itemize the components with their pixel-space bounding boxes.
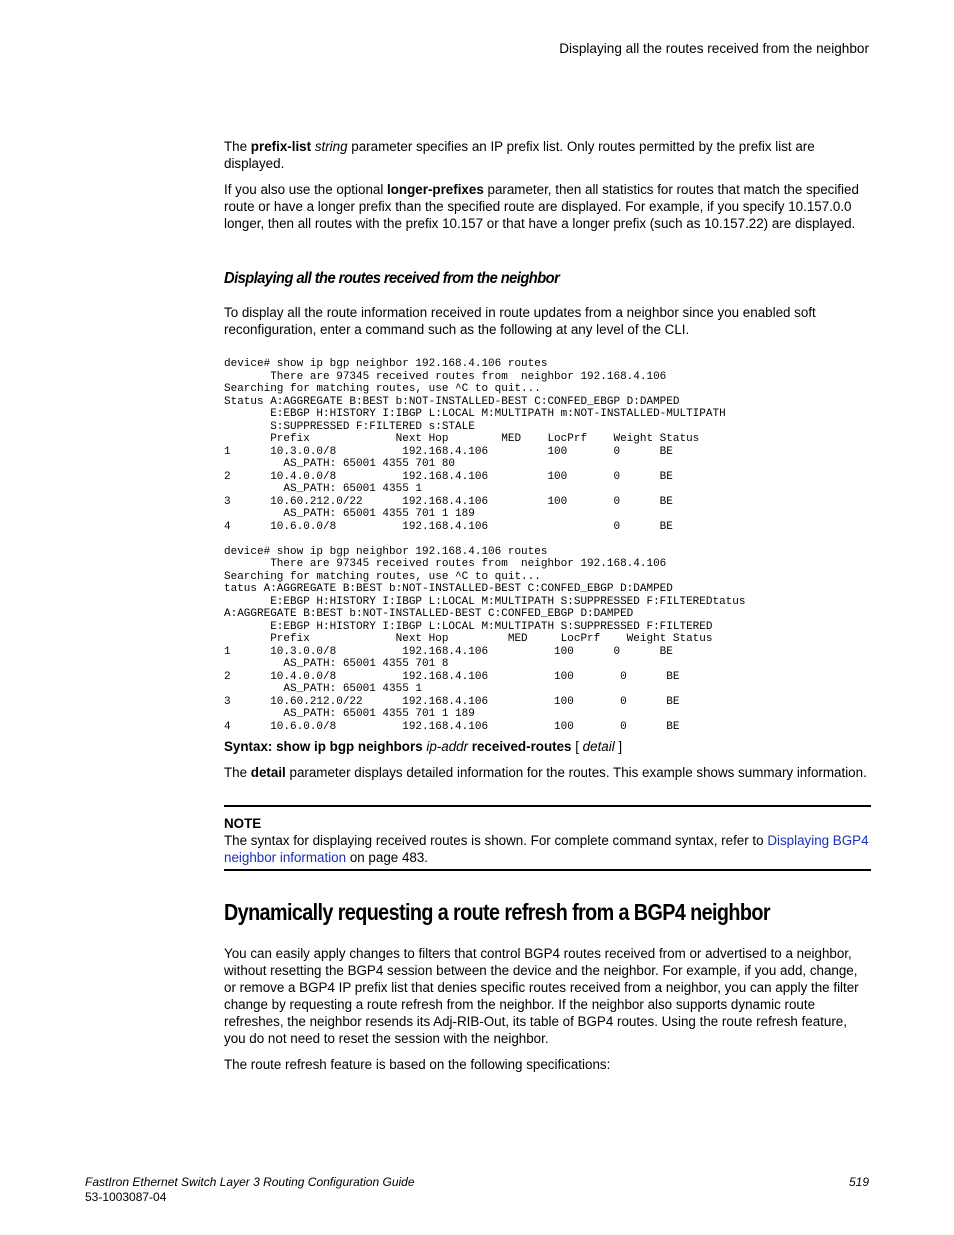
text: If you also use the optional [224, 182, 388, 197]
text: The [224, 765, 251, 780]
section-paragraph-2: The route refresh feature is based on the following specifications: [224, 1057, 611, 1072]
cli-output-example-1: device# show ip bgp neighbor 192.168.4.106 routes There are 97345 received routes from neighbor 192.168.4.106 Searching for matching routes, use ^C to quit... Status A:AGGREGATE B:BEST b:NOT-INSTALLED-BEST C:CONFED_EBGP D:DAMPED E:EBGP H:HISTORY I:IBGP L:LOCAL M:MULTIPATH m:NOT-INSTALLED-MULTIPATH S:SUPPRESSED F:FILTERED s:STALE Prefix Next Hop MED LocPrf Weight Status 1 10.3.0.0/8 192.168.4.106 100 0 BE AS_PATH: 65001 4355 701 80 2 10.4.0.0/8 192.168.4.106 100 0 BE AS_PATH: 65001 4355 1 3 10.60.212.0/22 192.168.4.106 100 0 BE AS_PATH: 65001 4355 701 1 189 4 10.6.0.0/8 192.168.4.106 0 BE [224, 358, 726, 533]
syntax-arg-ip-addr: ip-addr [426, 739, 469, 754]
cross-reference-link[interactable]: Displaying BGP4 neighbor information [224, 833, 869, 865]
subsection-heading: Displaying all the routes received from the neighbor [224, 270, 560, 287]
footer-doc-number: 53-1003087-04 [85, 1190, 167, 1204]
text: parameter, then all statistics for routes that match the specified route or have a longer prefix than the specified route are displayed. For example, if you specify 10.157.0.0 longer, then all routes with the prefix 10.157 or that have a longer prefix (such as 10.157.22) are displayed. [224, 182, 859, 231]
subsection-paragraph: To display all the route information received in route updates from a neighbor since you enabled soft reconfiguration, enter a command such as the following at any level of the CLI. [224, 305, 816, 337]
text: The syntax for displaying received routes is shown. For complete command syntax, refer to [224, 833, 768, 848]
footer-left [85, 1175, 415, 1205]
keyword-prefix-list: prefix-list [250, 139, 312, 154]
running-header: Displaying all the routes received from the neighbor [559, 41, 869, 56]
keyword-detail: detail [250, 765, 286, 780]
text: on page 483. [346, 850, 429, 865]
section-paragraph-1: You can easily apply changes to filters that control BGP4 routes received from or advertised to a neighbor, without resetting the BGP4 session between the device and the neighbor. For example, if you add, change, or remove a BGP4 IP prefix list that denies specific routes received from a neighbor, you can apply the filter change by requesting a route refresh from the neighbor. If the neighbor also supports dynamic route refreshes, the neighbor resends its Adj-RIB-Out, its table of BGP4 routes. Using the route refresh feature, you do not need to reset the session with the neighbor. [224, 946, 859, 1046]
syntax-keyword: received-routes [468, 739, 572, 754]
page-content [224, 138, 871, 1073]
text: parameter displays detailed information for the routes. This example shows summary information. [285, 765, 867, 780]
footer-doc-title: FastIron Ethernet Switch Layer 3 Routing Configuration Guide [85, 1175, 415, 1189]
text: parameter specifies an IP prefix list. Only routes permitted by the prefix list are displayed. [224, 139, 815, 171]
note-box [224, 805, 871, 871]
syntax-line [224, 738, 871, 755]
note-title: NOTE [224, 816, 262, 831]
intro-paragraph-longer-prefixes [224, 181, 871, 232]
footer-page-number: 519 [848, 1175, 869, 1189]
keyword-longer-prefixes: longer-prefixes [387, 182, 484, 197]
text: The [224, 139, 251, 154]
detail-paragraph [224, 764, 871, 781]
syntax-bracket-open: [ [571, 739, 583, 754]
section-heading: Dynamically requesting a route refresh from a BGP4 neighbor [224, 899, 770, 925]
cli-output-example-2: device# show ip bgp neighbor 192.168.4.106 routes There are 97345 received routes from neighbor 192.168.4.106 Searching for matching routes, use ^C to quit... tatus A:AGGREGATE B:BEST b:NOT-INSTALLED-BEST C:CONFED_EBGP D:DAMPED E:EBGP H:HISTORY I:IBGP L:LOCAL M:MULTIPATH S:SUPPRESSED F:FILTEREDtatus A:AGGREGATE B:BEST b:NOT-INSTALLED-BEST C:CONFED_EBGP D:DAMPED E:EBGP H:HISTORY I:IBGP L:LOCAL M:MULTIPATH S:SUPPRESSED F:FILTERED Prefix Next Hop MED LocPrf Weight Status 1 10.3.0.0/8 192.168.4.106 100 0 BE AS_PATH: 65001 4355 701 8 2 10.4.0.0/8 192.168.4.106 100 0 BE AS_PATH: 65001 4355 1 3 10.60.212.0/22 192.168.4.106 100 0 BE AS_PATH: 65001 4355 701 1 189 4 10.6.0.0/8 192.168.4.106 100 0 BE [224, 545, 746, 733]
syntax-bracket-close: ] [614, 739, 623, 754]
syntax-arg-detail: detail [582, 739, 615, 754]
syntax-command: Syntax: show ip bgp neighbors [224, 739, 427, 754]
arg-string: string [314, 139, 348, 154]
intro-paragraph-prefix-list [224, 138, 871, 172]
note-text [224, 832, 871, 866]
